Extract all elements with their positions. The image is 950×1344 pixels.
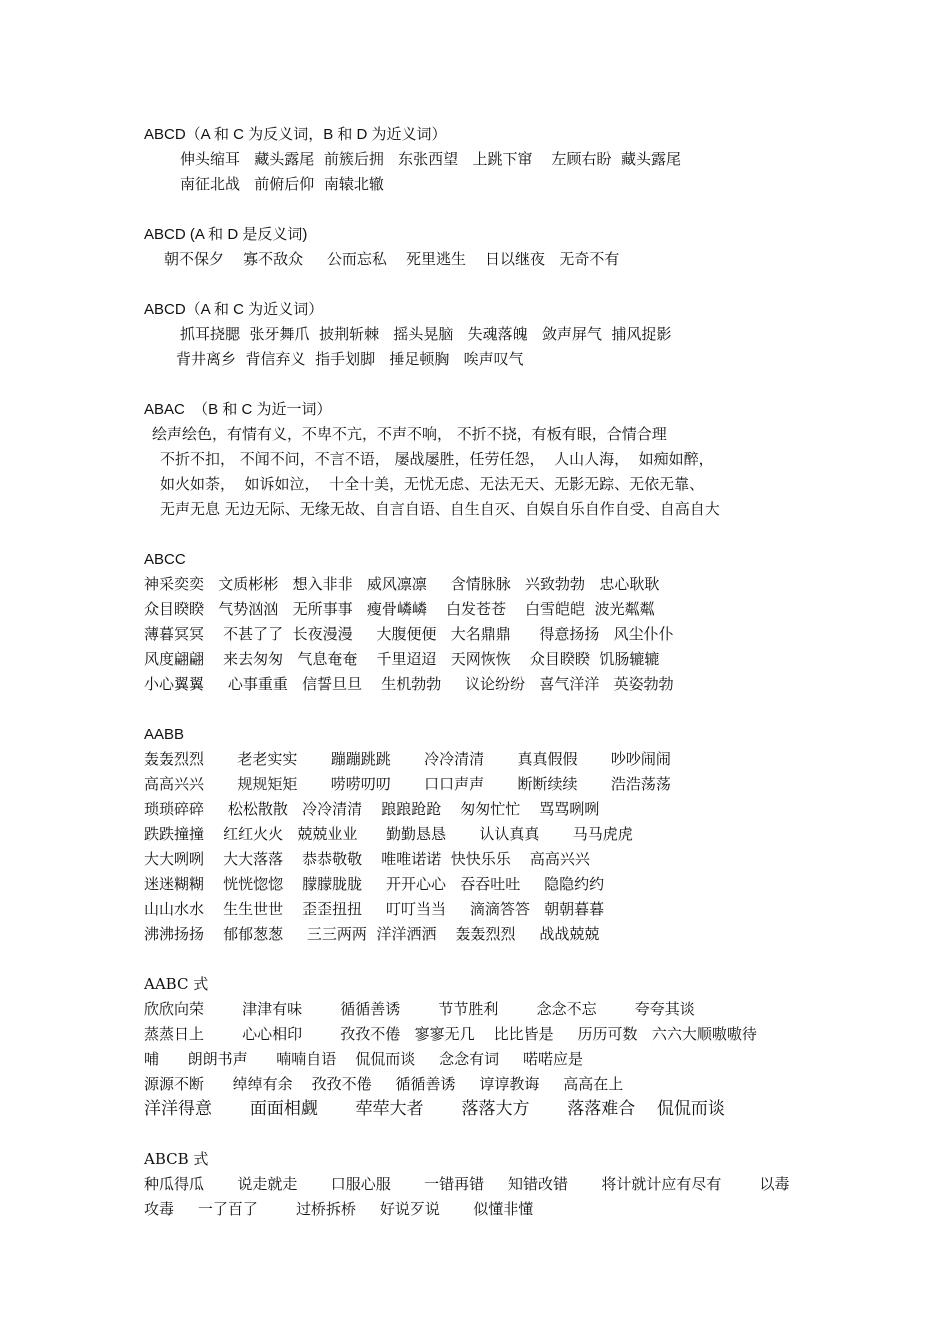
idiom-line: 源源不断 绰绰有余 孜孜不倦 循循善诱 谆谆教诲 高高在上 — [144, 1075, 624, 1093]
idiom-line: 高高兴兴 规规矩矩 唠唠叨叨 口口声声 断断续续 浩浩荡荡 — [144, 775, 671, 793]
idiom-line: 小心翼翼 心事重重 信誓旦旦 生机勃勃 议论纷纷 喜气洋洋 英姿勃勃 — [144, 675, 674, 693]
idiom-line: 众目睽睽 气势汹汹 无所事事 瘦骨嶙嶙 白发苍苍 白雪皑皑 波光粼粼 — [144, 600, 655, 618]
idiom-line: 南征北战 前俯后仰 南辕北辙 — [180, 175, 384, 193]
idiom-line: 薄暮冥冥 不甚了了 长夜漫漫 大腹便便 大名鼎鼎 得意扬扬 风尘仆仆 — [144, 625, 674, 643]
idiom-line: 山山水水 生生世世 歪歪扭扭 叮叮当当 滴滴答答 朝朝暮暮 — [144, 900, 605, 918]
idiom-line: 大大咧咧 大大落落 恭恭敬敬 唯唯诺诺 快快乐乐 高高兴兴 — [144, 850, 590, 868]
idiom-line: 沸沸扬扬 郁郁葱葱 三三两两 洋洋洒洒 轰轰烈烈 战战兢兢 — [144, 925, 600, 943]
idiom-line: 攻毒 一了百了 过桥拆桥 好说歹说 似懂非懂 — [144, 1200, 534, 1218]
idiom-line: 琐琐碎碎 松松散散 冷冷清清 踉踉跄跄 匆匆忙忙 骂骂咧咧 — [144, 800, 600, 818]
paragraph-gap — [144, 697, 824, 722]
idiom-line: 轰轰烈烈 老老实实 蹦蹦跳跳 冷冷清清 真真假假 吵吵闹闹 — [144, 750, 671, 768]
section-heading: ABCC — [144, 551, 186, 568]
idiom-line: 背井离乡 背信弃义 指手划脚 捶足顿胸 唉声叹气 — [176, 350, 524, 368]
idiom-line: 种瓜得瓜 说走就走 口服心服 一错再错 知错改错 将计就计应有尽有 以毒 — [144, 1175, 790, 1193]
paragraph-gap — [144, 372, 824, 397]
idiom-line: 不折不扣， 不闻不问，不言不语， 屡战屡胜，任劳任怨， 人山人海， 如痴如醉， — [160, 450, 714, 468]
section-heading: ABCD（A 和 C 为近义词） — [144, 301, 324, 318]
section-heading: ABCD (A 和 D 是反义词) — [144, 226, 308, 243]
paragraph-gap — [144, 1122, 824, 1147]
idiom-line: 抓耳挠腮 张牙舞爪 披荆斩棘 摇头晃脑 失魂落魄 敛声屏气 捕风捉影 — [180, 325, 672, 343]
section-heading: AABB — [144, 726, 185, 743]
idiom-line: 欣欣向荣 津津有味 循循善诱 节节胜利 念念不忘 夸夸其谈 — [144, 1000, 695, 1018]
idiom-line: 风度翩翩 来去匆匆 气息奄奄 千里迢迢 天网恢恢 众目睽睽 饥肠辘辘 — [144, 650, 660, 668]
idiom-line: 无声无息 无边无际、无缘无故、自言自语、自生自灭、自娱自乐自作自受、自高自大 — [160, 500, 720, 518]
idiom-line: 神采奕奕 文质彬彬 想入非非 威风凛凛 含情脉脉 兴致勃勃 忠心耿耿 — [144, 575, 660, 593]
paragraph-gap — [144, 272, 824, 297]
idiom-line: 伸头缩耳 藏头露尾 前簇后拥 东张西望 上跳下窜 左顾右盼 藏头露尾 — [180, 150, 682, 168]
section-heading: ABAC （B 和 C 为近一词） — [144, 401, 332, 418]
section-heading: ABCD（A 和 C 为反义词，B 和 D 为近义词） — [144, 126, 447, 143]
idiom-line: 迷迷糊糊 恍恍惚惚 朦朦胧胧 开开心心 吞吞吐吐 隐隐约约 — [144, 875, 605, 893]
idiom-line-large: 洋洋得意 面面相觑 荦荦大者 落落大方 落落难合 侃侃而谈 — [144, 1099, 725, 1119]
section-heading: AABC 式 — [144, 975, 209, 993]
idiom-line: 蒸蒸日上 心心相印 孜孜不倦 寥寥无几 比比皆是 历历可数 六六大顺嗷嗷待 — [144, 1025, 757, 1043]
idiom-line: 朝不保夕 寡不敌众 公而忘私 死里逃生 日以继夜 无奇不有 — [164, 250, 620, 268]
idiom-line: 跌跌撞撞 红红火火 兢兢业业 勤勤恳恳 认认真真 马马虎虎 — [144, 825, 633, 843]
idiom-line: 哺 朗朗书声 喃喃自语 侃侃而谈 念念有词 喏喏应是 — [144, 1050, 583, 1068]
paragraph-gap — [144, 197, 824, 222]
paragraph-gap — [144, 522, 824, 547]
section-heading: ABCB 式 — [144, 1150, 209, 1168]
paragraph-gap — [144, 947, 824, 972]
idiom-line: 绘声绘色，有情有义，不卑不亢，不声不响， 不折不挠，有板有眼，合情合理 — [152, 425, 667, 443]
document-body — [144, 122, 824, 1222]
idiom-line: 如火如荼， 如诉如泣， 十全十美，无忧无虑、无法无天、无影无踪、无依无靠、 — [160, 475, 705, 493]
